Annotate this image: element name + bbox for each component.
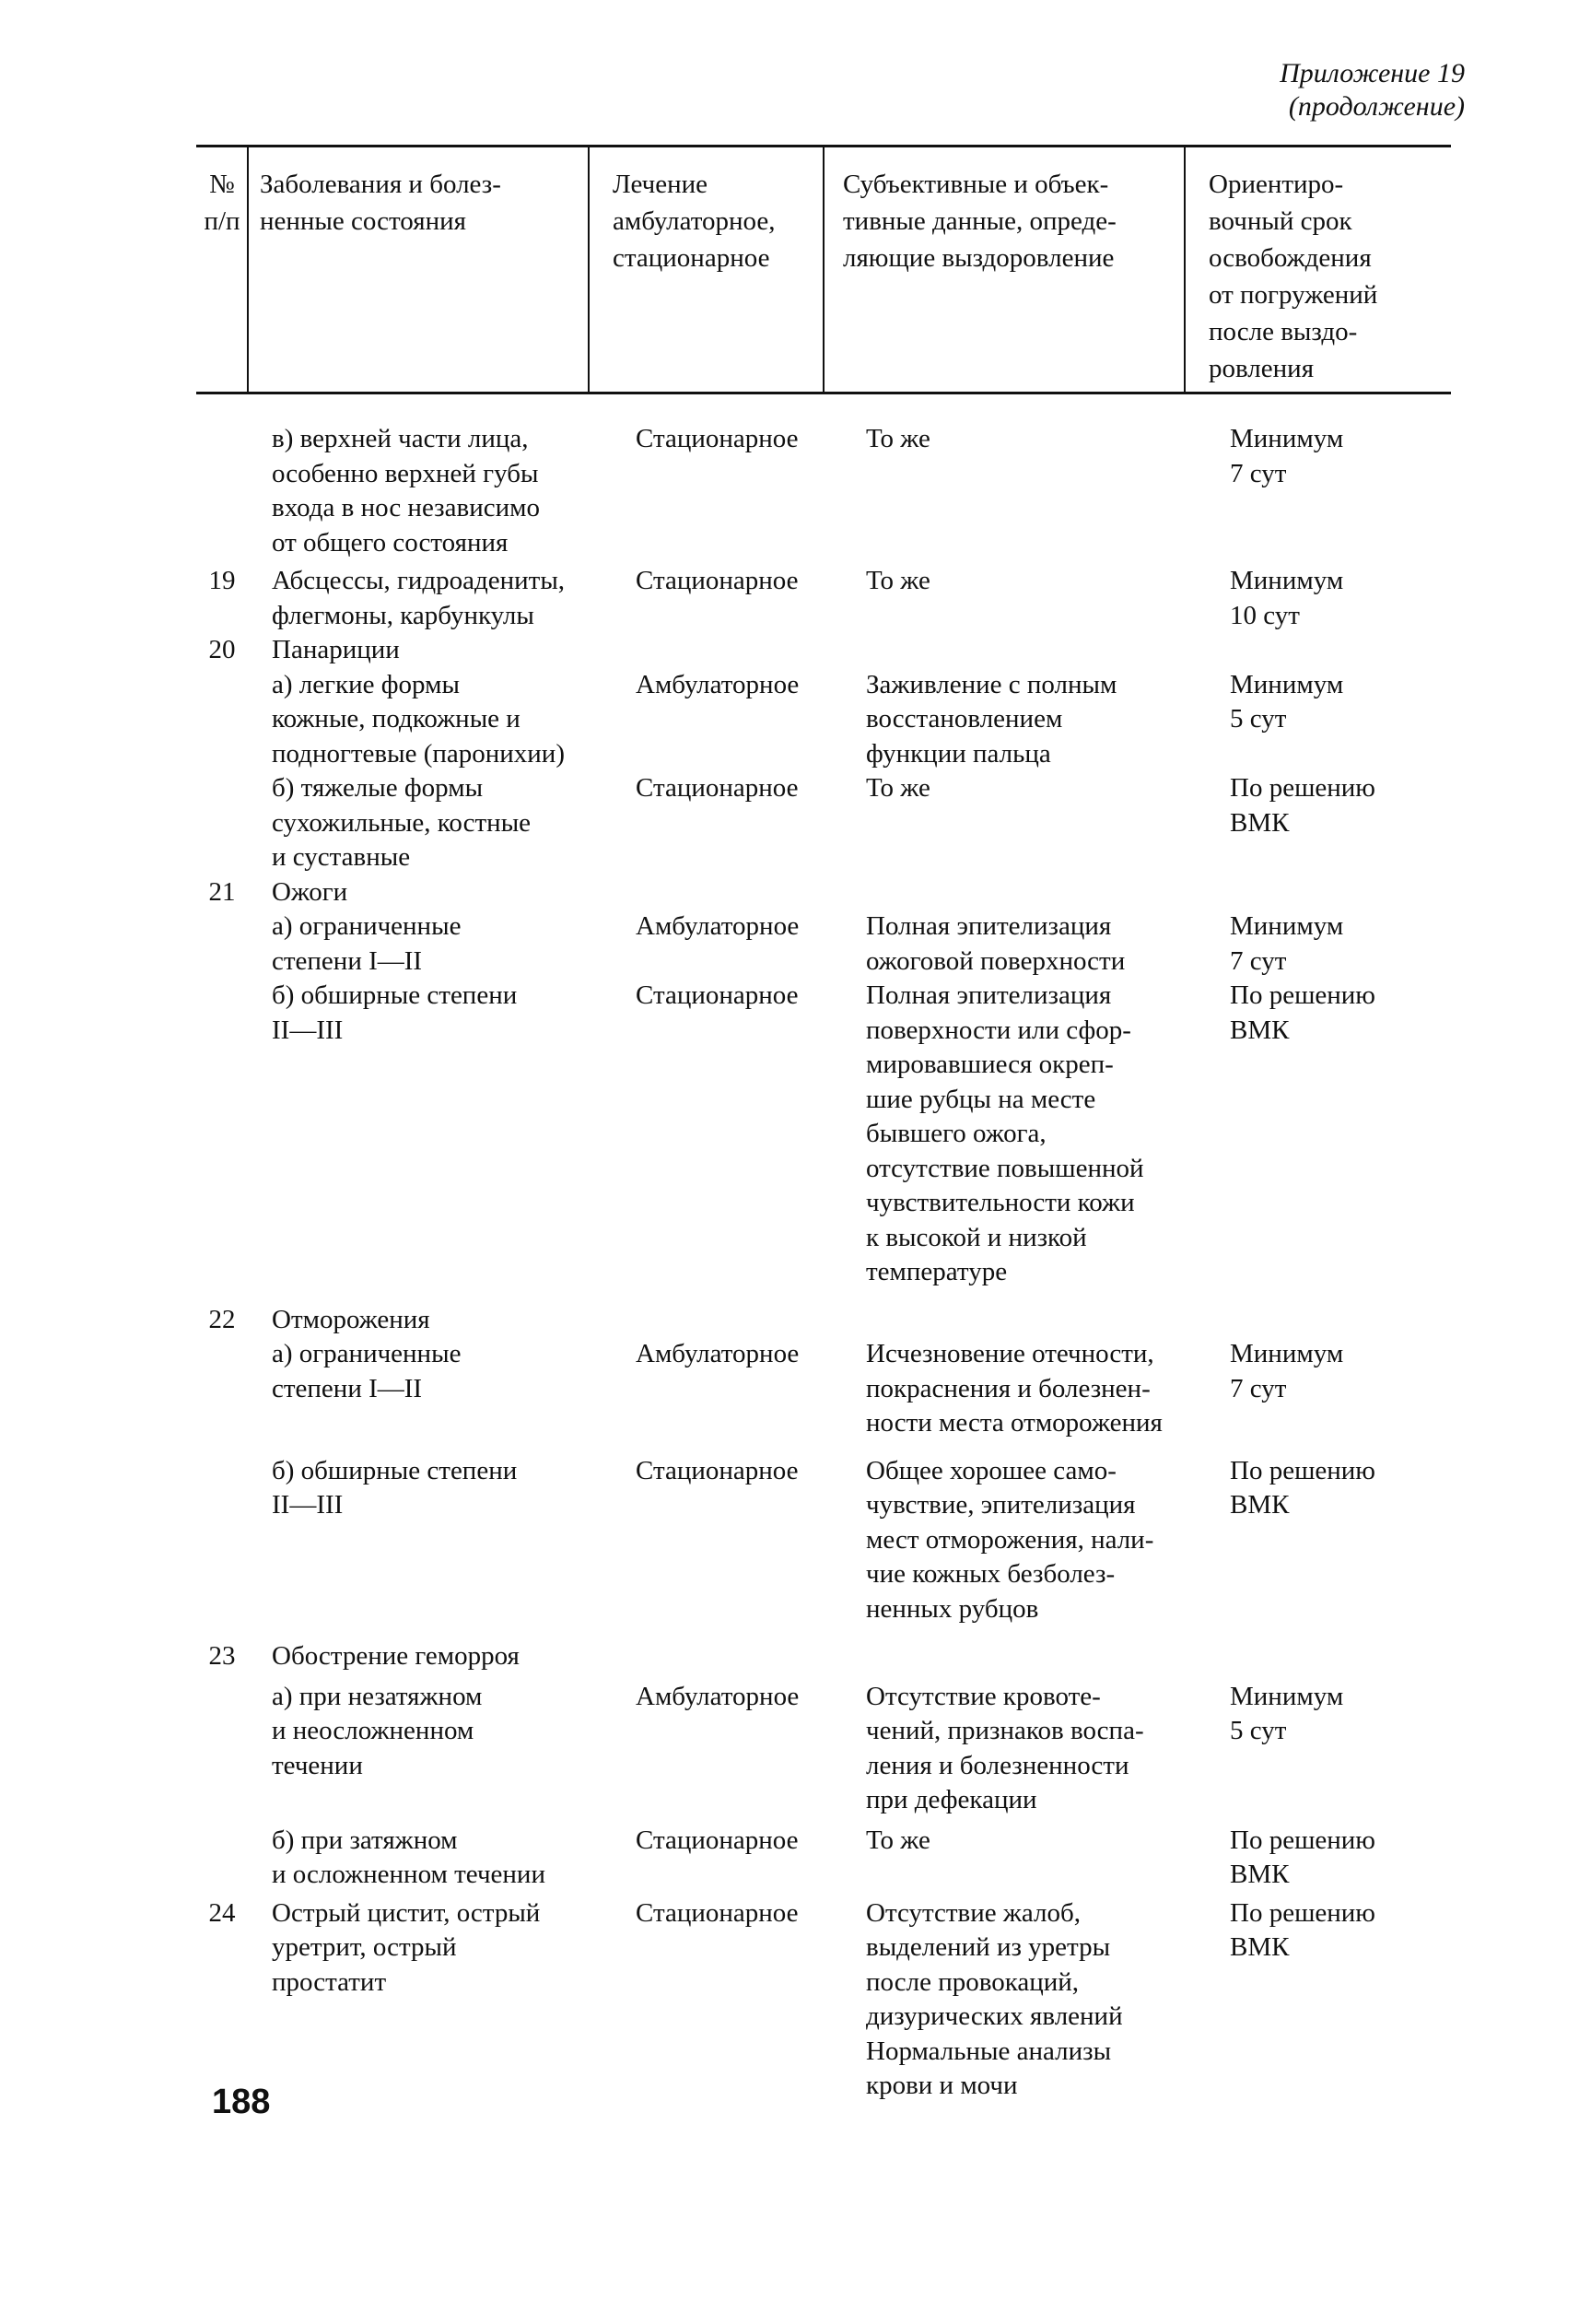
row-treatment: Стационарное — [636, 1825, 799, 1855]
row-term: ВМК — [1230, 1490, 1290, 1520]
row-num: 19 — [208, 566, 236, 595]
header-data-line: Субъективные и объек- — [843, 170, 1109, 199]
row-disease: Обострение геморроя — [272, 1641, 520, 1671]
row-term: Минимум — [1230, 670, 1344, 699]
row-term: ВМК — [1230, 1015, 1290, 1045]
row-num: 20 — [208, 635, 236, 664]
row-disease: б) тяжелые формы — [272, 773, 484, 803]
row-num: 24 — [208, 1898, 236, 1928]
header-num-line: п/п — [204, 206, 240, 236]
row-data: То же — [866, 566, 930, 595]
row-data: ненных рубцов — [866, 1594, 1039, 1624]
appendix-title: Приложение 19 — [1280, 58, 1465, 88]
row-disease: б) обширные степени — [272, 980, 518, 1010]
row-data: мировавшиеся окреп- — [866, 1050, 1114, 1079]
header-term-line: вочный срок — [1209, 206, 1352, 236]
row-term: 5 сут — [1230, 704, 1287, 734]
row-disease: от общего состояния — [272, 528, 509, 558]
row-disease: в) верхней части лица, — [272, 424, 529, 453]
row-disease: б) при затяжном — [272, 1825, 458, 1855]
row-term: 10 сут — [1230, 601, 1300, 630]
header-num-line: № — [209, 170, 235, 199]
row-data: покраснения и болезнен- — [866, 1374, 1151, 1403]
row-disease: а) при незатяжном — [272, 1682, 483, 1711]
row-treatment: Стационарное — [636, 773, 799, 803]
header-divider-4 — [1184, 146, 1186, 393]
row-term: 7 сут — [1230, 459, 1287, 488]
row-term: ВМК — [1230, 1932, 1290, 1962]
row-treatment: Стационарное — [636, 424, 799, 453]
row-disease: и неосложненном — [272, 1716, 474, 1745]
row-treatment: Стационарное — [636, 1456, 799, 1485]
row-disease: входа в нос независимо — [272, 493, 540, 522]
row-data: Заживление с полным — [866, 670, 1117, 699]
row-treatment: Стационарное — [636, 980, 799, 1010]
row-disease: Отморожения — [272, 1305, 430, 1334]
row-term: Минимум — [1230, 1682, 1344, 1711]
row-disease: уретрит, острый — [272, 1932, 457, 1962]
row-disease: сухожильные, костные — [272, 808, 532, 838]
page-number: 188 — [212, 2083, 271, 2121]
header-disease-line: Заболевания и болез- — [260, 170, 501, 199]
row-data: Отсутствие кровоте- — [866, 1682, 1101, 1711]
row-data: поверхности или сфор- — [866, 1015, 1131, 1045]
row-disease: II—III — [272, 1015, 344, 1045]
row-data: чие кожных безболез- — [866, 1559, 1116, 1589]
row-data: Полная эпителизация — [866, 911, 1112, 941]
row-disease: и осложненном течении — [272, 1860, 545, 1889]
row-disease: Острый цистит, острый — [272, 1898, 541, 1928]
appendix-continuation: (продолжение) — [1288, 91, 1465, 122]
header-term-line: освобождения — [1209, 243, 1372, 273]
row-data: То же — [866, 1825, 930, 1855]
row-term: Минимум — [1230, 566, 1344, 595]
row-data: Общее хорошее само- — [866, 1456, 1117, 1485]
row-treatment: Амбулаторное — [636, 911, 800, 941]
row-term: По решению — [1230, 773, 1375, 803]
row-term: По решению — [1230, 980, 1375, 1010]
header-treatment — [613, 166, 775, 276]
row-data: чувствительности кожи — [866, 1188, 1135, 1217]
row-data: То же — [866, 424, 930, 453]
header-term-line: от погружений — [1209, 280, 1378, 310]
row-data: чувствие, эпителизация — [866, 1490, 1136, 1520]
row-disease: б) обширные степени — [272, 1456, 518, 1485]
row-num: 23 — [208, 1641, 236, 1671]
row-disease: и суставные — [272, 842, 411, 872]
row-disease: а) легкие формы — [272, 670, 460, 699]
row-data: Полная эпителизация — [866, 980, 1112, 1010]
header-disease — [260, 166, 501, 240]
row-data: Отсутствие жалоб, — [866, 1898, 1082, 1928]
header-divider-2 — [588, 146, 590, 393]
header-term-line: ровления — [1209, 354, 1315, 383]
row-data: отсутствие повышенной — [866, 1154, 1144, 1183]
row-disease: а) ограниченные — [272, 1339, 462, 1368]
row-data: Нормальные анализы — [866, 2036, 1112, 2066]
row-treatment: Амбулаторное — [636, 1339, 800, 1368]
row-disease: течении — [272, 1751, 363, 1780]
row-term: Минимум — [1230, 1339, 1344, 1368]
row-term: 7 сут — [1230, 946, 1287, 976]
row-term: По решению — [1230, 1898, 1375, 1928]
header-data-line: ляющие выздоровление — [843, 243, 1115, 273]
row-data: ожоговой поверхности — [866, 946, 1126, 976]
header-term-line: Ориентиро- — [1209, 170, 1344, 199]
row-data: То же — [866, 773, 930, 803]
row-disease: подногтевые (паронихии) — [272, 739, 565, 769]
row-disease: простатит — [272, 1967, 387, 1997]
header-divider-3 — [823, 146, 825, 393]
row-disease: а) ограниченные — [272, 911, 462, 941]
header-data — [843, 166, 1117, 276]
header-data-line: тивные данные, опреде- — [843, 206, 1117, 236]
row-treatment: Стационарное — [636, 566, 799, 595]
row-term: ВМК — [1230, 1860, 1290, 1889]
row-treatment: Амбулаторное — [636, 670, 800, 699]
row-data: после провокаций, — [866, 1967, 1080, 1997]
header-treatment-line: Лечение — [613, 170, 708, 199]
header-disease-line: ненные состояния — [260, 206, 466, 236]
row-term: 7 сут — [1230, 1374, 1287, 1403]
row-disease: флегмоны, карбункулы — [272, 601, 534, 630]
row-data: выделений из уретры — [866, 1932, 1111, 1962]
row-treatment: Амбулаторное — [636, 1682, 800, 1711]
row-num: 22 — [208, 1305, 236, 1334]
row-term: 5 сут — [1230, 1716, 1287, 1745]
row-term: ВМК — [1230, 808, 1290, 838]
row-data: Исчезновение отечности, — [866, 1339, 1154, 1368]
row-data: шие рубцы на месте — [866, 1085, 1096, 1114]
row-data: ности места отморожения — [866, 1408, 1163, 1438]
header-term-line: после выздо- — [1209, 317, 1358, 346]
row-disease: Ожоги — [272, 877, 348, 907]
row-data: при дефекации — [866, 1785, 1037, 1814]
row-disease: степени I—II — [272, 946, 423, 976]
row-treatment: Стационарное — [636, 1898, 799, 1928]
row-term: По решению — [1230, 1456, 1375, 1485]
row-data: чений, признаков воспа- — [866, 1716, 1144, 1745]
header-num — [196, 166, 248, 240]
row-disease: кожные, подкожные и — [272, 704, 520, 734]
row-data: функции пальца — [866, 739, 1051, 769]
row-data: крови и мочи — [866, 2071, 1018, 2100]
row-data: бывшего ожога, — [866, 1119, 1047, 1148]
row-disease: особенно верхней губы — [272, 459, 539, 488]
row-term: По решению — [1230, 1825, 1375, 1855]
row-data: дизурических явлений — [866, 2001, 1123, 2031]
row-disease: Абсцессы, гидроадениты, — [272, 566, 566, 595]
header-term — [1209, 166, 1377, 387]
row-disease: степени I—II — [272, 1374, 423, 1403]
row-data: ления и болезненности — [866, 1751, 1129, 1780]
row-num: 21 — [208, 877, 236, 907]
row-data: к высокой и низкой — [866, 1223, 1087, 1252]
header-treatment-line: стационарное — [613, 243, 770, 273]
row-disease: II—III — [272, 1490, 344, 1520]
row-data: восстановлением — [866, 704, 1063, 734]
row-data: мест отморожения, нали- — [866, 1525, 1154, 1555]
row-term: Минимум — [1230, 911, 1344, 941]
header-treatment-line: амбулаторное, — [613, 206, 776, 236]
row-data: температуре — [866, 1257, 1008, 1286]
appendix-label — [1280, 57, 1465, 123]
row-term: Минимум — [1230, 424, 1344, 453]
row-disease: Панариции — [272, 635, 400, 664]
